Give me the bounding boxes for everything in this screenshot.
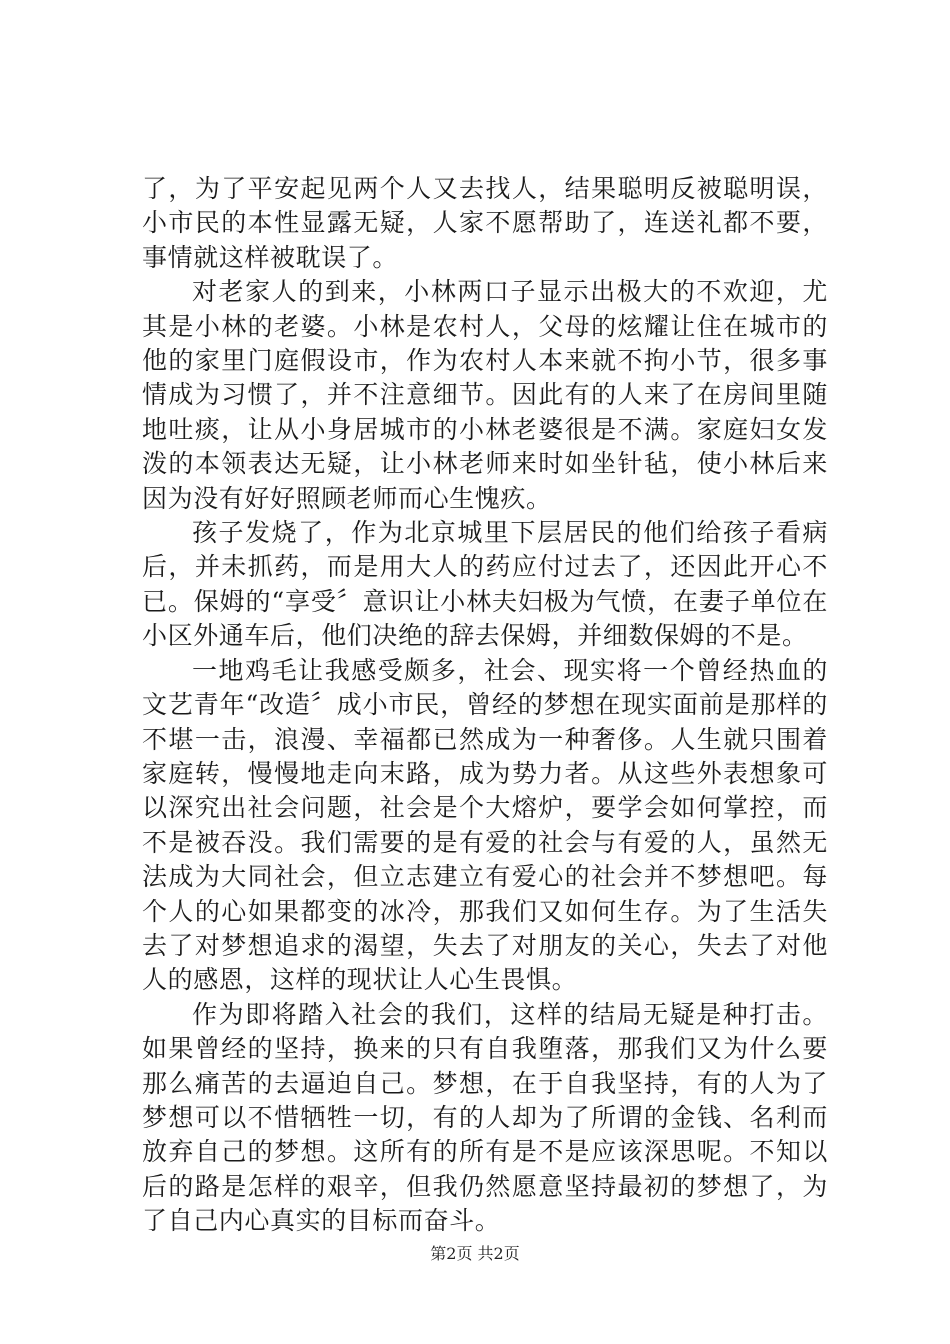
paragraph: 孩子发烧了，作为北京城里下层居民的他们给孩子看病后，并未抓药，而是用大人的药应付过去了，还因此开心不已。保姆的“享受〞意识让小林夫妇极为气愤，在妻子单位在小区外通车后，他们决绝的辞去保姆，并细数保姆的不是。 <box>142 518 828 651</box>
paragraph: 对老家人的到来，小林两口子显示出极大的不欢迎，尤其是小林的老婆。小林是农村人，父母的炫耀让住在城市的他的家里门庭假设市，作为农村人本来就不拘小节，很多事情成为习惯了，并不注意细节。因此有的人来了在房间里随地吐痰，让从小身居城市的小林老婆很是不满。家庭妇女发泼的本领表达无疑，让小林老师来时如坐针毡，使小林后来因为没有好好照顾老师而心生愧疚。 <box>142 277 828 513</box>
paragraph: 一地鸡毛让我感受颇多，社会、现实将一个曾经热血的文艺青年“改造〞成小市民，曾经的梦想在现实面前是那样的不堪一击，浪漫、幸福都已然成为一种奢侈。人生就只围着家庭转，慢慢地走向末路，成为势力者。从这些外表想象可以深究出社会问题，社会是个大熔炉，要学会如何掌控，而不是被吞没。我们需要的是有爱的社会与有爱的人，虽然无法成为大同社会，但立志建立有爱心的社会并不梦想吧。每个人的心如果都变的冰冷，那我们又如何生存。为了生活失去了对梦想追求的渴望，失去了对朋友的关心，失去了对他人的感恩，这样的现状让人心生畏惧。 <box>142 655 828 995</box>
document-body <box>142 172 828 1239</box>
paragraph: 作为即将踏入社会的我们，这样的结局无疑是种打击。如果曾经的坚持，换来的只有自我堕落，那我们又为什么要那么痛苦的去逼迫自己。梦想，在于自我坚持，有的人为了梦想可以不惜牺牲一切，有的人却为了所谓的金钱、名利而放弃自己的梦想。这所有的所有是不是应该深思呢。不知以后的路是怎样的艰辛，但我仍然愿意坚持最初的梦想了，为了自己内心真实的目标而奋斗。 <box>142 999 828 1236</box>
page-number-footer: 第2页 共2页 <box>430 1244 520 1263</box>
paragraph-continued: 了，为了平安起见两个人又去找人，结果聪明反被聪明误，小市民的本性显露无疑，人家不愿帮助了，连送礼都不要，事情就这样被耽误了。 <box>142 174 828 272</box>
